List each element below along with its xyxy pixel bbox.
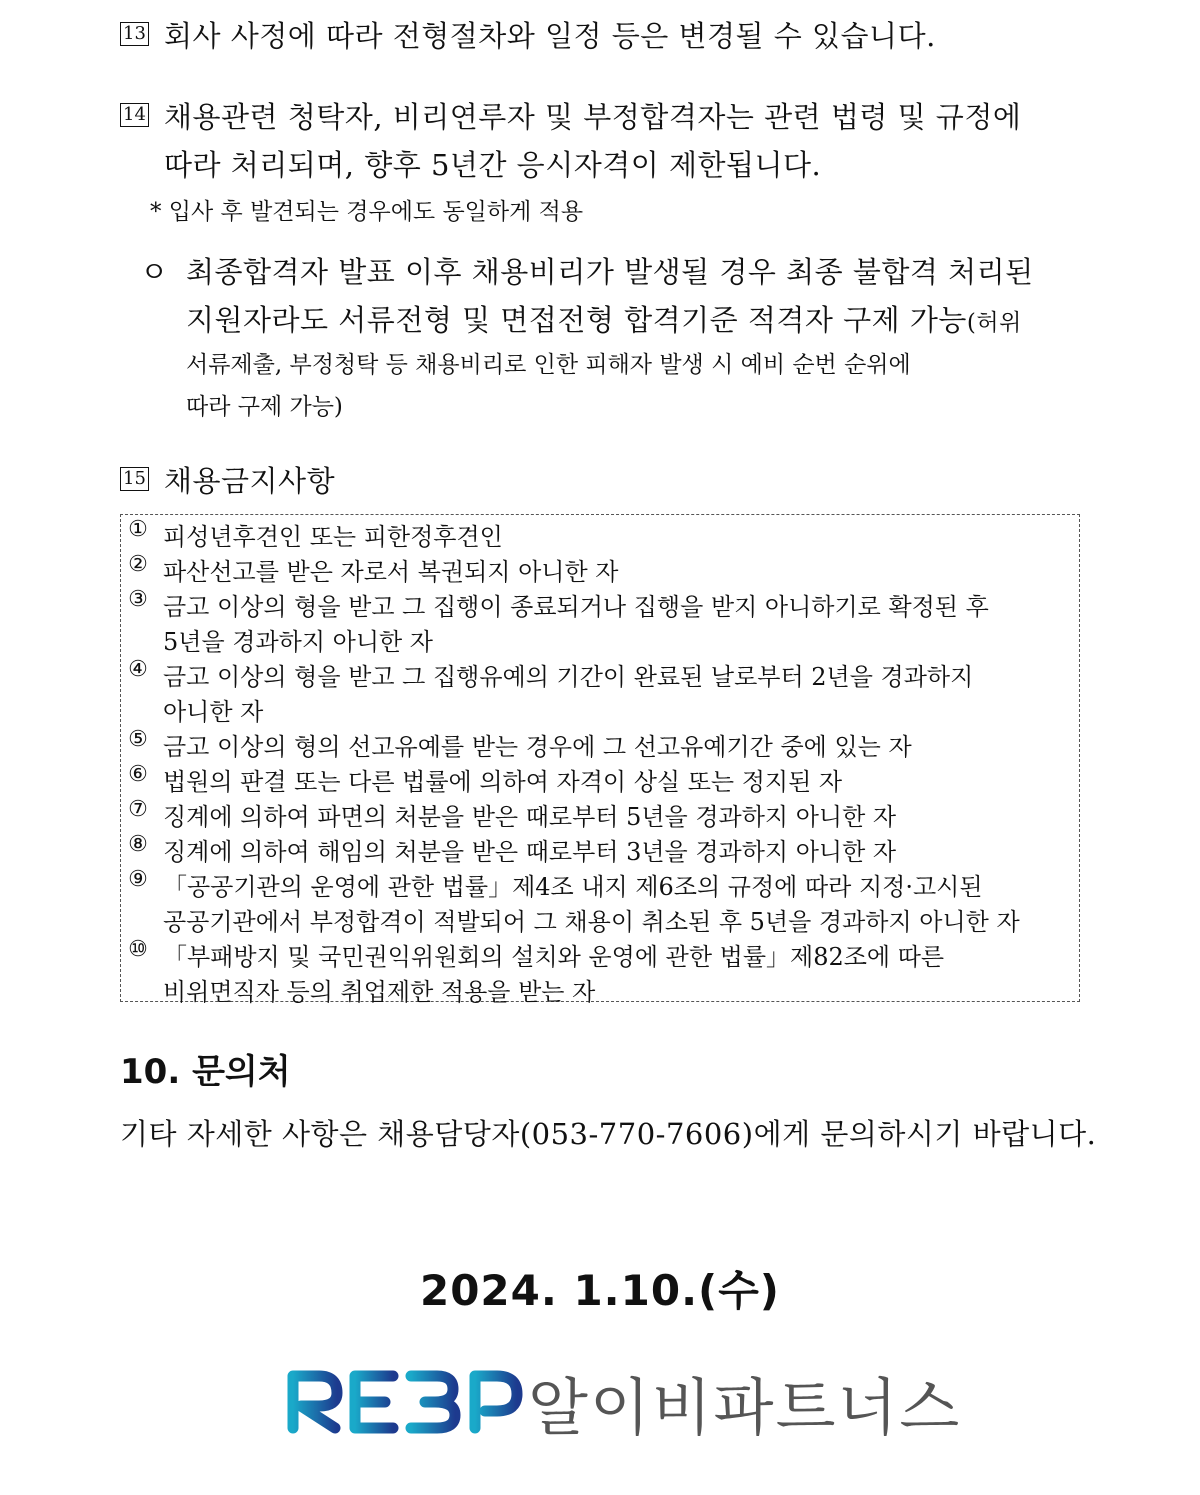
prohibition-item-text: 「공공기관의 운영에 관한 법률」제4조 내지 제6조의 규정에 따라 지정·고시된	[163, 873, 983, 901]
prohibition-item-num: ⑩	[128, 937, 148, 962]
section-10-heading: 10. 문의처	[120, 1052, 291, 1092]
relief-bullet: ㅇ	[140, 255, 169, 289]
prohibition-item-text: 금고 이상의 형을 받고 그 집행유예의 기간이 완료된 날로부터 2년을 경과하지	[163, 663, 974, 691]
prohibition-item-num: ⑤	[128, 727, 148, 752]
rebp-logo-icon	[285, 1366, 525, 1436]
relief-line-3: 서류제출, 부정청탁 등 채용비리로 인한 피해자 발생 시 예비 순번 순위에	[186, 352, 911, 378]
prohibition-item-text: 법원의 판결 또는 다른 법률에 의하여 자격이 상실 또는 정지된 자	[163, 768, 843, 796]
item-14-line-2: 따라 처리되며, 향후 5년간 응시자격이 제한됩니다.	[164, 148, 822, 182]
prohibition-item-num: ①	[128, 517, 148, 542]
prohibition-item-text: 비위면직자 등의 취업제한 적용을 받는 자	[163, 978, 596, 1006]
item-13-text: 회사 사정에 따라 전형절차와 일정 등은 변경될 수 있습니다.	[164, 19, 936, 53]
prohibition-item-text: 파산선고를 받은 자로서 복권되지 아니한 자	[163, 558, 619, 586]
brand-name: 알이비파트너스	[528, 1371, 962, 1444]
item-14-number-box: 14	[120, 103, 149, 127]
relief-line-2-main: 지원자라도 서류전형 및 면접전형 합격기준 적격자 구제 가능	[186, 303, 967, 337]
relief-line-1: 최종합격자 발표 이후 채용비리가 발생될 경우 최종 불합격 처리된	[186, 255, 1034, 289]
prohibition-item-text: 금고 이상의 형의 선고유예를 받는 경우에 그 선고유예기간 중에 있는 자	[163, 733, 912, 761]
relief-line-2	[186, 298, 1022, 339]
prohibition-item-num: ⑨	[128, 867, 148, 892]
prohibition-item-text: 금고 이상의 형을 받고 그 집행이 종료되거나 집행을 받지 아니하기로 확정된 후	[163, 593, 989, 621]
prohibition-item-num: ③	[128, 587, 148, 612]
item-14-note: * 입사 후 발견되는 경우에도 동일하게 적용	[150, 199, 584, 225]
prohibition-box	[120, 514, 1080, 1006]
prohibition-item-text: 징계에 의하여 파면의 처분을 받은 때로부터 5년을 경과하지 아니한 자	[163, 803, 897, 831]
item-15-number-box: 15	[120, 467, 149, 491]
prohibition-item-num: ⑦	[128, 797, 148, 822]
prohibition-item-text: 5년을 경과하지 아니한 자	[163, 628, 433, 656]
relief-line-2-tail: (허위	[966, 310, 1022, 336]
prohibition-item-num: ④	[128, 657, 148, 682]
contact-text: 기타 자세한 사항은 채용담당자(053-770-7606)에게 문의하시기 바랍니다.	[120, 1117, 1097, 1151]
prohibition-item-num: ⑧	[128, 832, 148, 857]
relief-line-4: 따라 구제 가능)	[186, 394, 343, 420]
item-13-number-box: 13	[120, 22, 149, 46]
item-14-line-1: 채용관련 청탁자, 비리연루자 및 부정합격자는 관련 법령 및 규정에	[164, 100, 1022, 134]
prohibition-item-num: ②	[128, 552, 148, 577]
prohibition-item-num: ⑥	[128, 762, 148, 787]
prohibition-item-text: 공공기관에서 부정합격이 적발되어 그 채용이 취소된 후 5년을 경과하지 아니한 자	[163, 908, 1020, 936]
prohibition-item-text: 「부패방지 및 국민권익위원회의 설치와 운영에 관한 법률」제82조에 따른	[163, 943, 945, 971]
notice-date: 2024. 1.10.(수)	[419, 1266, 780, 1315]
prohibition-item-text: 피성년후견인 또는 피한정후견인	[163, 523, 503, 551]
item-15-title: 채용금지사항	[164, 464, 336, 498]
prohibition-item-text: 징계에 의하여 해임의 처분을 받은 때로부터 3년을 경과하지 아니한 자	[163, 838, 897, 866]
prohibition-item-text: 아니한 자	[163, 698, 264, 726]
